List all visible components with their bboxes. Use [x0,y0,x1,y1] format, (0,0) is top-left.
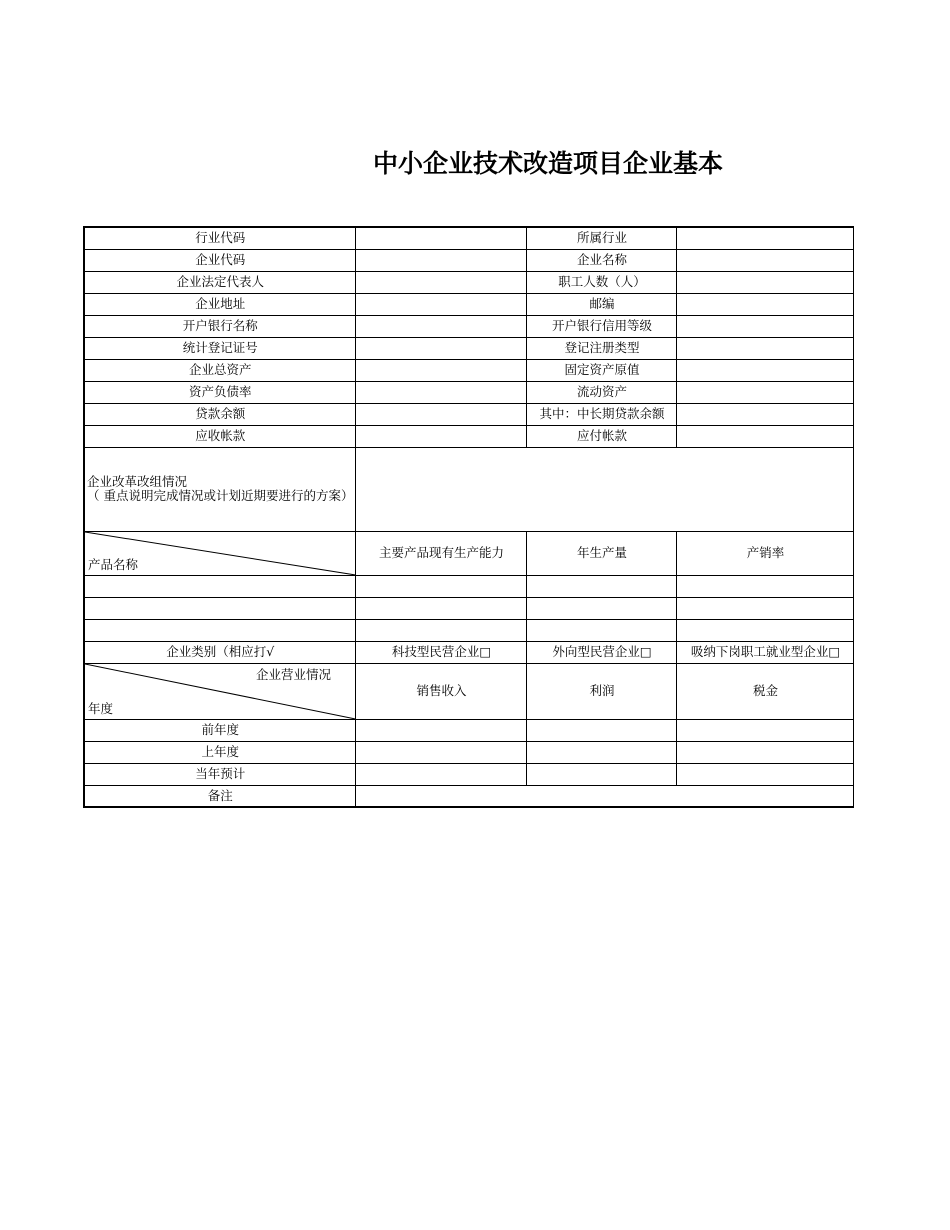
reform-row [84,447,854,531]
business-cell[interactable] [527,719,677,741]
field-label: 统计登记证号 [84,337,356,359]
field-label: 开户银行信用等级 [527,315,677,337]
product-row [84,619,854,641]
business-cell[interactable] [677,763,854,785]
product-cell[interactable] [527,597,677,619]
info-row [84,271,854,293]
product-cell[interactable] [677,619,854,641]
info-row [84,337,854,359]
field-label: 职工人数（人） [527,271,677,293]
product-cell[interactable] [84,619,356,641]
business-header-row [84,663,854,719]
reform-label-note: （ 重点说明完成情况或计划近期要进行的方案） [87,488,354,503]
column-header: 利润 [527,663,677,719]
field-label: 企业地址 [84,293,356,315]
info-row [84,381,854,403]
product-cell[interactable] [677,575,854,597]
category-option-employment[interactable]: 吸纳下岗职工就业型企业□ [677,641,854,663]
business-corner-top-label: 企业营业情况 [255,666,331,682]
field-value-cell[interactable] [356,381,527,403]
year-label: 前年度 [84,719,356,741]
column-header: 年生产量 [527,531,677,575]
product-cell[interactable] [677,597,854,619]
field-label: 企业法定代表人 [84,271,356,293]
business-corner-bottom-label: 年度 [88,700,114,716]
products-corner-cell [84,531,356,575]
business-cell[interactable] [527,763,677,785]
remarks-label: 备注 [84,785,356,807]
field-label: 开户银行名称 [84,315,356,337]
info-row [84,249,854,271]
field-value-cell[interactable] [356,227,527,249]
info-row [84,293,854,315]
reform-value-cell[interactable] [356,447,854,531]
products-corner-label: 产品名称 [88,556,139,572]
field-label: 登记注册类型 [527,337,677,359]
field-value-cell[interactable] [356,359,527,381]
product-cell[interactable] [356,575,527,597]
info-row [84,403,854,425]
field-value-cell[interactable] [677,227,854,249]
field-label: 流动资产 [527,381,677,403]
business-cell[interactable] [356,741,527,763]
business-cell[interactable] [677,741,854,763]
info-row [84,359,854,381]
info-row [84,315,854,337]
category-option-export[interactable]: 外向型民营企业□ [527,641,677,663]
field-label: 行业代码 [84,227,356,249]
field-label: 固定资产原值 [527,359,677,381]
category-row [84,641,854,663]
product-row [84,597,854,619]
business-cell[interactable] [677,719,854,741]
product-cell[interactable] [84,575,356,597]
field-label: 贷款余额 [84,403,356,425]
info-row [84,425,854,447]
business-row [84,741,854,763]
field-value-cell[interactable] [356,315,527,337]
enterprise-info-table [83,226,854,808]
field-value-cell[interactable] [677,381,854,403]
business-cell[interactable] [356,719,527,741]
field-value-cell[interactable] [677,425,854,447]
product-row [84,575,854,597]
business-row [84,763,854,785]
field-label: 企业名称 [527,249,677,271]
field-value-cell[interactable] [356,425,527,447]
column-header: 主要产品现有生产能力 [356,531,527,575]
product-cell[interactable] [356,597,527,619]
business-corner-cell [84,663,356,719]
reform-label-title: 企业改革改组情况 [87,474,188,489]
field-label: 所属行业 [527,227,677,249]
field-value-cell[interactable] [356,249,527,271]
info-row [84,227,854,249]
product-cell[interactable] [527,619,677,641]
field-value-cell[interactable] [356,337,527,359]
field-value-cell[interactable] [677,315,854,337]
field-label: 资产负债率 [84,381,356,403]
reform-label [84,447,356,531]
field-value-cell[interactable] [677,249,854,271]
category-option-tech[interactable]: 科技型民营企业□ [356,641,527,663]
product-cell[interactable] [356,619,527,641]
field-label: 其中：中长期贷款余额 [527,403,677,425]
column-header: 产销率 [677,531,854,575]
year-label: 当年预计 [84,763,356,785]
field-label: 应收帐款 [84,425,356,447]
category-label: 企业类别（相应打√ [84,641,356,663]
field-value-cell[interactable] [677,337,854,359]
product-cell[interactable] [527,575,677,597]
field-label: 邮编 [527,293,677,315]
field-value-cell[interactable] [677,293,854,315]
field-value-cell[interactable] [677,359,854,381]
products-header-row [84,531,854,575]
remarks-row [84,785,854,807]
business-cell[interactable] [356,763,527,785]
field-value-cell[interactable] [677,403,854,425]
field-value-cell[interactable] [356,293,527,315]
product-cell[interactable] [84,597,356,619]
business-cell[interactable] [527,741,677,763]
field-value-cell[interactable] [356,403,527,425]
field-label: 企业总资产 [84,359,356,381]
field-value-cell[interactable] [356,271,527,293]
field-label: 企业代码 [84,249,356,271]
column-header: 销售收入 [356,663,527,719]
remarks-value-cell[interactable] [356,785,854,807]
year-label: 上年度 [84,741,356,763]
column-header: 税金 [677,663,854,719]
field-value-cell[interactable] [677,271,854,293]
business-row [84,719,854,741]
page-title: 中小企业技术改造项目企业基本 [373,149,724,178]
field-label: 应付帐款 [527,425,677,447]
